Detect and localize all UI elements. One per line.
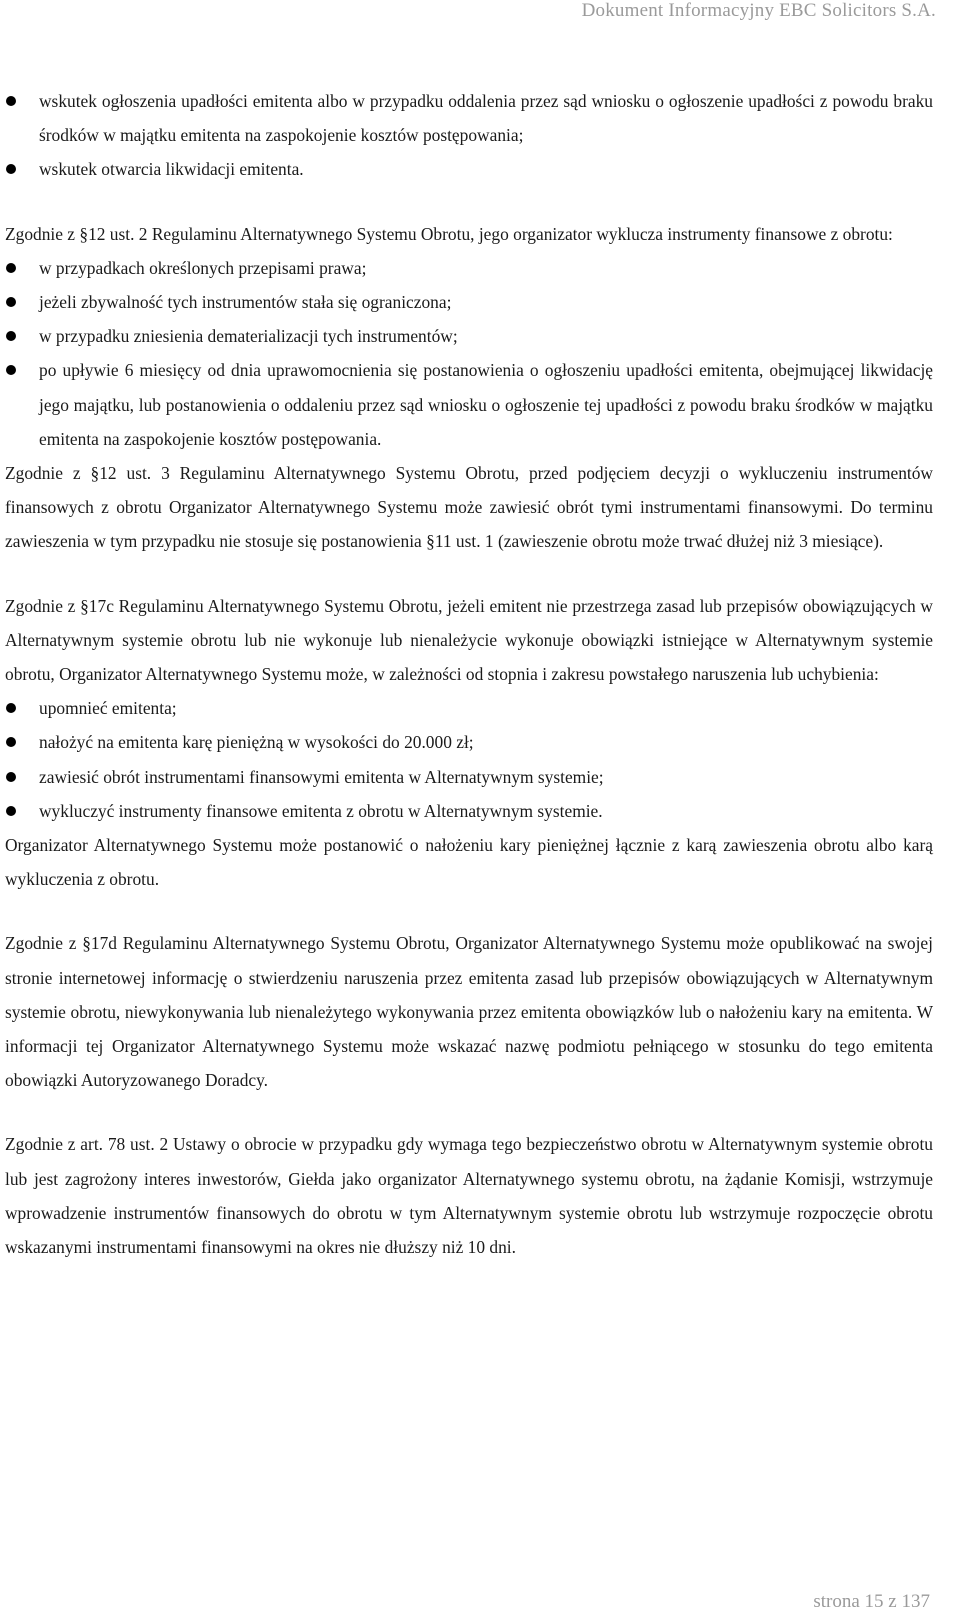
bullet-icon [6,297,16,307]
bullet-icon [6,331,16,341]
page-number: strona 15 z 137 [813,1591,930,1612]
list-item: wskutek otwarcia likwidacji emitenta. [5,152,933,186]
list-item: w przypadkach określonych przepisami prawa; [5,251,933,285]
list-item: po upływie 6 miesięcy od dnia uprawomocnienia się postanowienia o ogłoszeniu upadłości emitenta, obejmującej likwidację jego majątku, lub postanowienia o oddaleniu przez sąd wniosku o ogłoszenie tej upadłości z powodu braku środków w majątku emitenta na zaspokojenie kosztów postępowania. [5,353,933,456]
paragraph: Zgodnie z §17c Regulaminu Alternatywnego Systemu Obrotu, jeżeli emitent nie przestrzega zasad lub przepisów obowiązujących w Alternatywnym systemie obrotu lub nie wykonuje lub nienależycie wykonuje obowiązki istniejące w Alternatywnym systemie obrotu, Organizator Alternatywnego Systemu może, w zależności od stopnia i zakresu powstałego naruszenia lub uchybienia: [5,595,933,685]
bullet-icon [6,703,16,713]
paragraph: Zgodnie z §12 ust. 2 Regulaminu Alternatywnego Systemu Obrotu, jego organizator wyklucza instrumenty finansowe z obrotu: [5,223,893,244]
paragraph: Zgodnie z §12 ust. 3 Regulaminu Alternatywnego Systemu Obrotu, przed podjęciem decyzji o wykluczeniu instrumentów finansowych z obrotu Organizator Alternatywnego Systemu może zawiesić obrót tymi instrumentami finansowymi. Do terminu zawieszenia w tym przypadku nie stosuje się postanowienia §11 ust. 1 (zawieszenie obrotu może trwać dłużej niż 3 miesiące). [5,463,933,552]
list-item: nałożyć na emitenta karę pieniężną w wysokości do 20.000 zł; [5,725,933,759]
paragraph: Zgodnie z art. 78 ust. 2 Ustawy o obrocie w przypadku gdy wymaga tego bezpieczeństwo obrotu w Alternatywnym systemie obrotu lub jest zagrożony interes inwestorów, Giełda jako organizator Alternatywnego systemu obrotu, na żądanie Komisji, wstrzymuje wprowadzenie instrumentów finansowych do obrotu w tym Alternatywnym systemie obrotu lub wstrzymuje rozpoczęcie obrotu wskazanymi instrumentami finansowymi na okres nie dłuższy niż 10 dni. [5,1134,933,1258]
paragraph: Zgodnie z §17d Regulaminu Alternatywnego Systemu Obrotu, Organizator Alternatywnego Systemu może opublikować na swojej stronie internetowej informację o stwierdzeniu naruszenia przez emitenta zasad lub przepisów obowiązujących w Alternatywnym systemie obrotu, niewykonywania lub nienależytego wykonywania przez emitenta obowiązków lub o nałożeniu kary na emitenta. W informacji tej Organizator Alternatywnego Systemu może wskazać nazwę podmiotu pełniącego w stosunku do tego emitenta obowiązki Autoryzowanego Doradcy. [5,933,933,1091]
bullet-icon [6,164,16,174]
bullet-list-1 [5,84,933,187]
list-item: wykluczyć instrumenty finansowe emitenta z obrotu w Alternatywnym systemie. [5,794,933,828]
list-item: upomnieć emitenta; [5,691,933,725]
list-item: zawiesić obrót instrumentami finansowymi emitenta w Alternatywnym systemie; [5,760,933,794]
bullet-icon [6,96,16,106]
bullet-icon [6,263,16,273]
bullet-icon [6,737,16,747]
bullet-icon [6,806,16,816]
page-header: Dokument Informacyjny EBC Solicitors S.A. [581,0,936,21]
paragraph: Organizator Alternatywnego Systemu może postanowić o nałożeniu kary pieniężnej łącznie z karą zawieszenia obrotu albo karą wykluczenia z obrotu. [5,835,933,890]
list-item: jeżeli zbywalność tych instrumentów stała się ograniczona; [5,285,933,319]
bullet-list-2 [5,251,933,456]
bullet-icon [6,772,16,782]
document-body [5,84,933,1264]
list-item: wskutek ogłoszenia upadłości emitenta albo w przypadku oddalenia przez sąd wniosku o ogłoszenie upadłości z powodu braku środków w majątku emitenta na zaspokojenie kosztów postępowania; [5,84,933,152]
bullet-icon [6,365,16,375]
bullet-list-3 [5,691,933,828]
list-item: w przypadku zniesienia dematerializacji tych instrumentów; [5,319,933,353]
